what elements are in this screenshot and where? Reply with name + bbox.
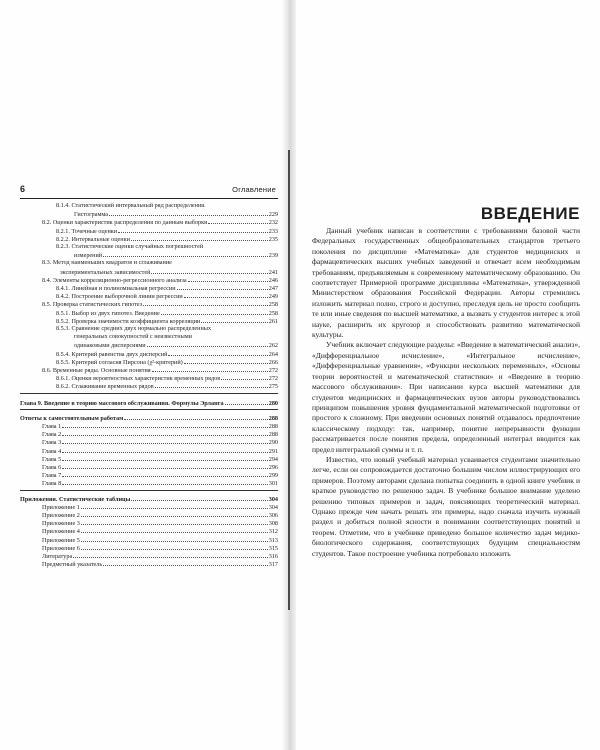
toc-leader-dots (208, 218, 267, 224)
toc-page-number: 304 (268, 495, 278, 503)
toc-entry-title: 8.6.1. Оценки вероятностных характеристик временных рядов (56, 375, 221, 383)
toc-leader-dots (184, 358, 268, 364)
toc-page-number: 312 (268, 528, 278, 536)
toc-page-number: 294 (268, 455, 278, 463)
toc-page-number: 266 (268, 358, 278, 366)
toc-entry-title: Предметный указатель (42, 561, 103, 569)
toc-page-number: 280 (268, 399, 278, 407)
toc-entry-title: 8.2.2. Интервальные оценки (56, 235, 130, 243)
toc-leader-dots (62, 430, 268, 436)
toc-leader-dots (124, 414, 267, 420)
toc-page-number: 288 (268, 414, 278, 422)
toc-entry[interactable] (56, 382, 278, 391)
chapter-title: ВВЕДЕНИЕ (480, 204, 580, 223)
toc-entry-title: Глава 9. Введение в теорию массового обслуживания. Формулы Эрланга (20, 399, 224, 407)
toc-leader-dots (62, 447, 268, 453)
toc-leader-dots (62, 422, 268, 428)
toc-entry-title: Глава 4 (42, 447, 62, 455)
toc-entry[interactable] (42, 479, 278, 488)
toc-entry-title: Гистограмма (74, 211, 109, 219)
left-page-header (20, 184, 278, 199)
toc-entry-title: 8.4.1. Линейная и полиномиальная регрессии (56, 285, 176, 292)
toc-leader-dots (62, 463, 268, 469)
toc-leader-dots (131, 235, 268, 241)
toc-leader-dots (62, 471, 268, 477)
toc-entry-title: 8.2.1. Точечные оценки (56, 227, 118, 235)
toc-page-number: 291 (268, 447, 278, 455)
toc-leader-dots (177, 284, 268, 290)
toc-page-number: 288 (268, 431, 278, 439)
toc-entry-title: 8.5.2. Проверка значимости коэффициента корреляции (56, 317, 201, 325)
toc-entry-title: 8.4.2. Построение выборочной линии регрессии (56, 293, 183, 301)
toc-leader-dots (81, 519, 268, 525)
toc-page-number: 290 (268, 439, 278, 447)
toc-page-number: 258 (268, 301, 278, 309)
toc-leader-dots (62, 438, 268, 444)
toc-leader-dots (131, 495, 267, 501)
toc-page-number: 249 (268, 293, 278, 301)
toc-page-number: 296 (268, 464, 278, 471)
section-divider (20, 393, 278, 394)
section-divider (20, 490, 278, 491)
toc-page-number: 258 (268, 309, 278, 317)
toc-leader-dots (109, 210, 268, 216)
toc-entry-title: Ответы к самостоятельным работам (20, 414, 124, 422)
paragraph: Известно, что новый учебный материал усваивается студентами значительно легче, если он сопровождается достаточно большим числом иллюстрирующих его примеров. Поэтому авторами сделана попытка соединить в одной книге учебник и краткое руководство по решению задач. В учебнике большое внимание уделено решению типовых примеров и задач, поясняющих теоретический материал. Однако прежде чем начать решать эти примеры, надо сначала изучить нужный раздел и добиться полной ясности в понимании соответствующих понятий и теорем. Отметим, что в учебнике приведено большое количество задач медико-биологического содержания, соответствующих будущим специальностям студентов. Такое построение учебника потребовало изложить (312, 454, 580, 558)
toc-chapter-entry[interactable] (20, 399, 278, 408)
toc-leader-dots (201, 317, 267, 323)
toc-page-number: 304 (268, 503, 278, 511)
toc-page-number: 239 (268, 252, 278, 260)
toc-leader-dots (81, 503, 268, 509)
toc-leader-dots (62, 479, 268, 485)
toc-leader-dots (143, 300, 268, 306)
toc-page-number: 262 (268, 342, 278, 350)
toc-page-number: 241 (268, 268, 278, 276)
toc-entry-title: 8.5.1. Выбор из двух гипотез. Введение (56, 309, 160, 317)
toc-leader-dots (221, 374, 268, 380)
toc-page-number: 308 (268, 520, 278, 528)
toc-page-number: 275 (268, 383, 278, 391)
toc-page-number: 272 (268, 375, 278, 383)
toc-page-number: 316 (268, 553, 278, 560)
toc-leader-dots (118, 227, 268, 233)
toc-page-number: 264 (268, 350, 278, 358)
toc-leader-dots (81, 527, 268, 533)
toc-page-number: 233 (268, 227, 278, 235)
toc-page-number: 299 (268, 472, 278, 480)
left-page (20, 184, 278, 569)
toc-entry-title: 8.5.5. Критерий согласия Пирсона (χ²-критерий) (56, 358, 183, 366)
toc-page-number: 313 (268, 536, 278, 544)
toc-entry-title: Приложения. Статистические таблицы (20, 495, 131, 503)
gutter-shadow-line (288, 150, 290, 610)
toc-page-number: 317 (268, 561, 278, 569)
section-divider (20, 409, 278, 410)
toc-leader-dots (73, 552, 268, 558)
toc-entry-title: 8.2. Оценки характеристик распределения по данным выборки (42, 219, 208, 227)
page-number: 6 (20, 184, 26, 194)
body-text (312, 226, 580, 559)
toc-entry-title: Глава 3 (42, 439, 62, 447)
toc-page-number: 229 (268, 211, 278, 219)
toc-leader-dots (168, 350, 267, 356)
toc-entry-title: 8.6.2. Сглаживание временных рядов (56, 383, 154, 391)
toc-entry-line: 8.2.3. Статистические оценки случайных погрешностей (56, 243, 204, 250)
paragraph: Учебник включает следующие разделы: «Введение в математический анализ», «Дифференциальное исчисление», «Интегральное исчисление», «Дифференциальные уравнения», «Функции нескольких переменных», «Основы теории вероятностей и математической статистики» и «Введение в теорию массового обслуживания». При написании курса высшей математики для студентов медицинских и фармацевтических вузов авторы руководствовались принципом повышения уровня фундаментальной математической подготовки от простого к сложному. При введении основных понятий отдавалось предпочтение классическому подходу: так, например, понятие непрерывности функции рассматривается после понятия предела, определенный интеграл вводится как предел интегральной суммы и т. п. (312, 340, 580, 454)
toc-entry-line: генеральных совокупностей с неизвестными (74, 333, 192, 341)
toc-leader-dots (152, 366, 268, 372)
toc-leader-dots (188, 276, 268, 282)
toc-page-number: 272 (268, 367, 278, 374)
toc-page-number: 235 (268, 235, 278, 243)
toc-entry-title: Приложение 6 (42, 544, 80, 552)
toc-entry-title: 8.4. Элементы корреляционно-регрессионного анализа (42, 276, 187, 284)
toc-leader-dots (184, 292, 268, 298)
toc-page-number: 247 (268, 285, 278, 292)
toc-leader-dots (103, 251, 268, 257)
toc-leader-dots (103, 560, 268, 566)
toc-page-number: 315 (268, 544, 278, 552)
toc-page-number: 261 (268, 317, 278, 325)
toc-entry-title: Литература (42, 553, 73, 560)
toc-entry-title: Глава 2 (42, 431, 62, 439)
toc-entry-title: измерений (74, 252, 103, 260)
toc-entry-title: Приложение 4 (42, 528, 80, 536)
toc-entry-title: Приложение 3 (42, 520, 80, 528)
toc-leader-dots (147, 341, 268, 347)
toc-entry-title: экспериментальных зависимостей (60, 268, 151, 276)
toc-leader-dots (225, 399, 268, 405)
toc-entry-title: Приложение 2 (42, 512, 80, 519)
toc-entry-title: Приложение 5 (42, 536, 80, 544)
toc-page-number: 232 (268, 219, 278, 227)
toc-entry-title: 8.6. Временные ряды. Основные понятия (42, 367, 151, 374)
right-page (312, 0, 580, 750)
toc-leader-dots (81, 544, 268, 550)
toc-entry-title: 8.5. Проверка статистических гипотез (42, 301, 143, 309)
toc-entry-line: 8.1.4. Статистический интервальный ряд распределения. (56, 202, 206, 209)
toc-entry-title: Глава 6 (42, 464, 62, 471)
toc-leader-dots (161, 309, 268, 315)
toc-entry-title: Глава 8 (42, 480, 62, 488)
toc-page-number: 301 (268, 480, 278, 488)
toc-leader-dots (155, 382, 268, 388)
toc-entry-title: Глава 5 (42, 455, 62, 463)
toc-entry-title: одинаковыми дисперсиями (74, 342, 146, 350)
toc-entry-line: 8.5.3. Сравнение средних двух нормально распределенных (56, 325, 212, 332)
toc-leader-dots (62, 455, 268, 461)
running-head: Оглавление (232, 185, 276, 194)
toc-entry[interactable] (42, 560, 278, 569)
toc-leader-dots (151, 268, 267, 274)
toc-entry-title: Глава 1 (42, 423, 62, 430)
toc-page-number: 306 (268, 512, 278, 519)
toc-page-number: 288 (268, 423, 278, 430)
toc-page-number: 246 (268, 276, 278, 284)
paragraph: Данный учебник написан в соответствии с требованиями базовой части Федеральных государственных общеобразовательных стандартов третьего поколения по дисциплине «Математика» для студентов медицинских и фармацевтических высших учебных заведений и отвечает всем необходимым требованиям, предъявляемым к современному математическому образованию. Он соответствует Примерной программе дисциплины «Математика», утвержденной Министерством образования Российской Федерации. Авторы стремились изложить материал полно, строго и доступно, преследуя цель не просто сообщить те или иные сведения по высшей математике, а вызвать у студентов интерес к этой науке, расширить их кругозор и способствовать развитию математической культуры. (312, 226, 580, 340)
toc-leader-dots (81, 536, 268, 542)
toc-leader-dots (81, 511, 268, 517)
toc-entry-line: 8.3. Метод наименьших квадратов и сглаживание (42, 259, 172, 267)
toc-entry-title: 8.5.4. Критерий равенства двух дисперсий (56, 350, 168, 358)
toc-entry-title: Приложение 1 (42, 503, 80, 511)
toc-entry-title: Глава 7 (42, 472, 62, 480)
